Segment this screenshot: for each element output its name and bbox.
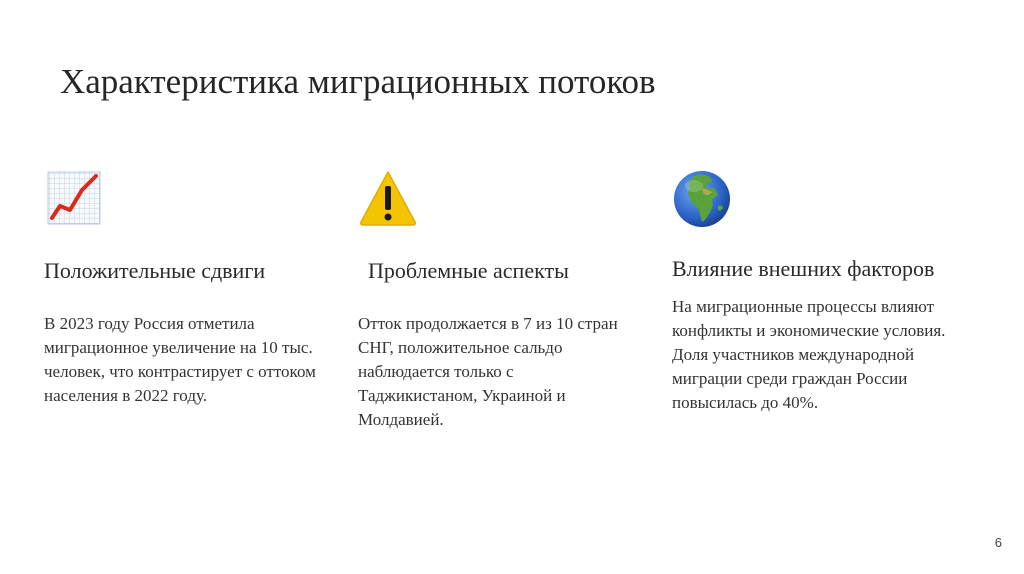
- column-heading: Проблемные аспекты: [368, 258, 569, 283]
- globe-africa-europe-icon: [672, 168, 732, 230]
- column-positive-shifts: [44, 168, 324, 408]
- column-heading: Положительные сдвиги: [44, 258, 266, 283]
- warning-icon: [358, 168, 418, 230]
- column-problem-aspects: [356, 168, 636, 432]
- chart-increasing-icon: [44, 168, 104, 230]
- column-external-factors: [672, 168, 972, 415]
- column-body: В 2023 году Россия отметила миграционное увеличение на 10 тыс. человек, что контрастирует с оттоком населения в 2022 году.: [44, 314, 316, 405]
- column-body: Отток продолжается в 7 из 10 стран СНГ, положительное сальдо наблюдается только с Таджикистаном, Украиной и Молдавией.: [358, 314, 618, 429]
- slide-title: Характеристика миграционных потоков: [60, 62, 656, 101]
- column-heading: Влияние внешних факторов: [672, 256, 935, 281]
- page-number: 6: [994, 535, 1002, 550]
- column-body: На миграционные процессы влияют конфликты и экономические условия. Доля участников международной миграции среди граждан России повысилась до 40%.: [672, 297, 946, 412]
